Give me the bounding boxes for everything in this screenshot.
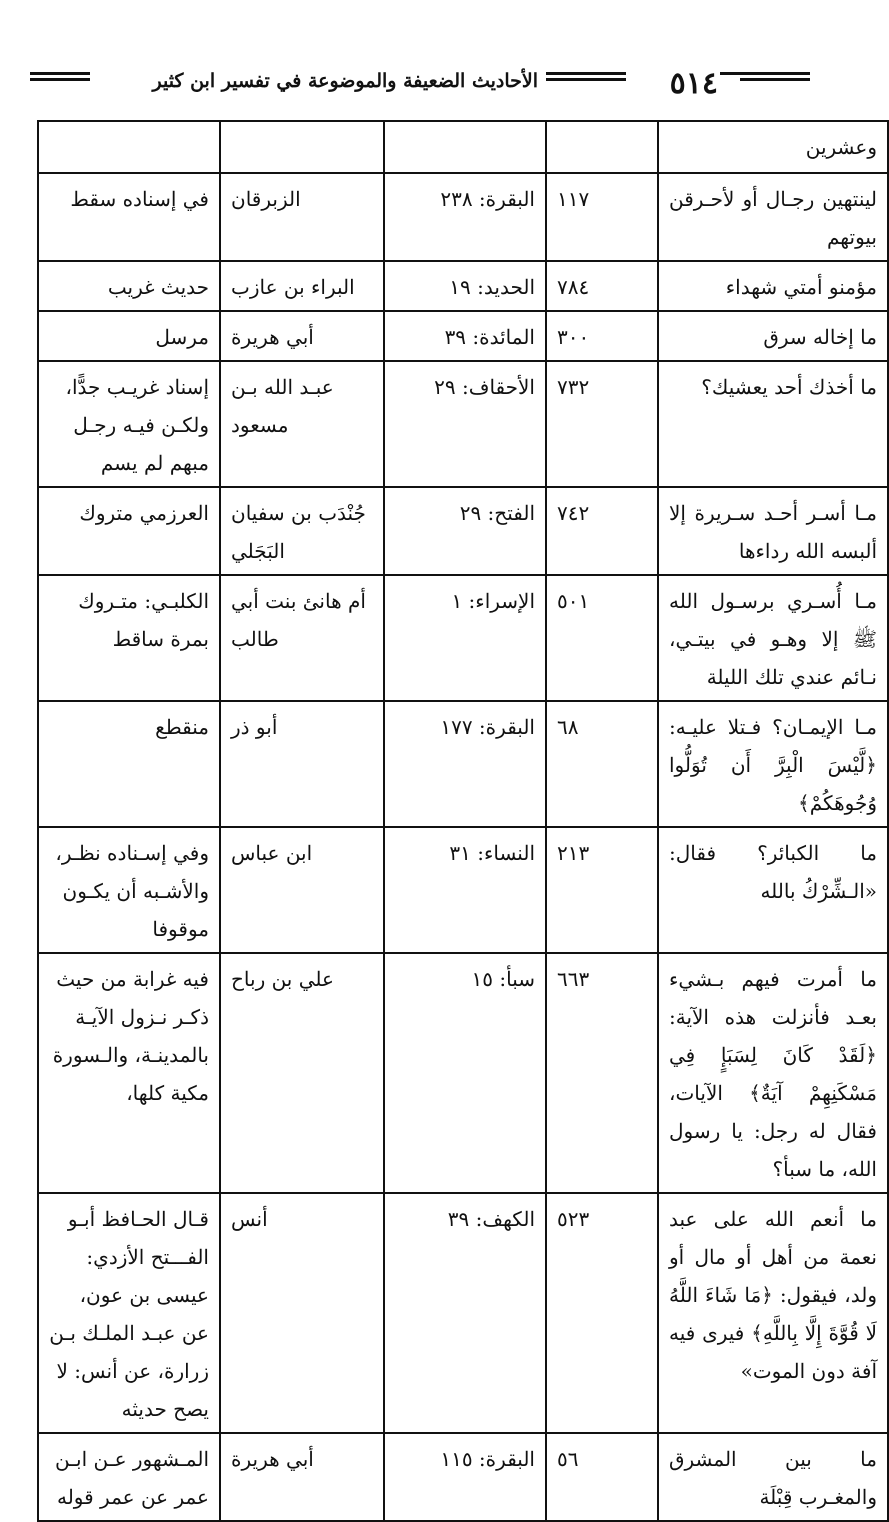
header-ornament-middle bbox=[546, 72, 626, 84]
table-row bbox=[38, 575, 888, 701]
hadith-number-cell: ٧٤٢ bbox=[546, 487, 658, 575]
table-row bbox=[38, 487, 888, 575]
hadith-number-cell: ٢١٣ bbox=[546, 827, 658, 953]
source-cell: البقرة: ١١٥ bbox=[384, 1433, 546, 1521]
source-cell: البقرة: ٢٣٨ bbox=[384, 173, 546, 261]
table-row bbox=[38, 261, 888, 311]
source-cell: الحديد: ١٩ bbox=[384, 261, 546, 311]
hadith-number-cell: ١١٧ bbox=[546, 173, 658, 261]
hadith-number-cell: ٣٠٠ bbox=[546, 311, 658, 361]
hadith-number-cell: ٦٦٣ bbox=[546, 953, 658, 1193]
ruling-cell: العرزمي متروك bbox=[38, 487, 220, 575]
hadith-text-cell: ما بين المشرق والمغـرب قِبْلَة bbox=[658, 1433, 888, 1521]
narrator-cell: أم هانئ بنت أبي طالب bbox=[220, 575, 384, 701]
hadith-number-cell bbox=[546, 121, 658, 173]
header-ornament-right bbox=[720, 72, 810, 84]
hadith-number-cell: ٥٠١ bbox=[546, 575, 658, 701]
hadith-text-cell: ما أمرت فيهم بـشيء بعـد فأنزلت هذه الآية: ﴿لَقَدْ كَانَ لِسَبَإٍ فِي مَسْكَنِهِمْ آيَةٌ﴾ الآيات، فقال له رجل: يا رسول الله، ما سبأ؟ bbox=[658, 953, 888, 1193]
running-title: الأحاديث الضعيفة والموضوعة في تفسير ابن كثير bbox=[152, 70, 538, 92]
source-cell: الأحقاف: ٢٩ bbox=[384, 361, 546, 487]
hadith-text-cell: مـا أُسـري برسـول الله ﷺ إلا وهـو في بيتـي، نـائم عندي تلك الليلة bbox=[658, 575, 888, 701]
source-cell: البقرة: ١٧٧ bbox=[384, 701, 546, 827]
hadith-number-cell: ٧٨٤ bbox=[546, 261, 658, 311]
ruling-cell: إسناد غريـب جدًّا، ولكـن فيـه رجـل مبهم لم يسم bbox=[38, 361, 220, 487]
hadith-text-cell: ما أخذك أحد يعشيك؟ bbox=[658, 361, 888, 487]
source-cell: الإسراء: ١ bbox=[384, 575, 546, 701]
hadith-table bbox=[37, 120, 889, 1522]
ruling-cell: في إسناده سقط bbox=[38, 173, 220, 261]
ruling-cell: الكلبـي: متـروك بمرة ساقط bbox=[38, 575, 220, 701]
table-row bbox=[38, 1193, 888, 1433]
ruling-cell: وفي إسـناده نظـر، والأشـبه أن يكـون موقوفا bbox=[38, 827, 220, 953]
table-row bbox=[38, 311, 888, 361]
hadith-number-cell: ٥٢٣ bbox=[546, 1193, 658, 1433]
page-header bbox=[30, 62, 810, 102]
hadith-text-cell: لينتهين رجـال أو لأحـرقن بيوتهم bbox=[658, 173, 888, 261]
ruling-cell: حديث غريب bbox=[38, 261, 220, 311]
hadith-number-cell: ٥٦ bbox=[546, 1433, 658, 1521]
table-row bbox=[38, 953, 888, 1193]
source-cell: الكهف: ٣٩ bbox=[384, 1193, 546, 1433]
source-cell: النساء: ٣١ bbox=[384, 827, 546, 953]
source-cell bbox=[384, 121, 546, 173]
ruling-cell bbox=[38, 121, 220, 173]
ruling-cell: منقطع bbox=[38, 701, 220, 827]
header-ornament-left bbox=[30, 72, 90, 84]
hadith-text-cell: ما الكبائر؟ فقال: «الـشِّرْكُ بالله bbox=[658, 827, 888, 953]
source-cell: المائدة: ٣٩ bbox=[384, 311, 546, 361]
hadith-text-cell: مؤمنو أمتي شهداء bbox=[658, 261, 888, 311]
narrator-cell: عبـد الله بـن مسعود bbox=[220, 361, 384, 487]
source-cell: سبأ: ١٥ bbox=[384, 953, 546, 1193]
hadith-text-cell: مـا الإيمـان؟ فـتلا عليـه: ﴿لَّيْسَ الْبِرَّ أَن تُوَلُّوا وُجُوهَكُمْ﴾ bbox=[658, 701, 888, 827]
narrator-cell: أنس bbox=[220, 1193, 384, 1433]
table-row bbox=[38, 173, 888, 261]
narrator-cell: أبي هريرة bbox=[220, 1433, 384, 1521]
ruling-cell: قـال الحـافظ أبـو الفـــتح الأزدي: عيسى بن عون، عن عبـد الملـك بـن زرارة، عن أنس: لا يصح حديثه bbox=[38, 1193, 220, 1433]
source-cell: الفتح: ٢٩ bbox=[384, 487, 546, 575]
table-row bbox=[38, 827, 888, 953]
ruling-cell: المـشهور عـن ابـن عمر عن عمر قوله bbox=[38, 1433, 220, 1521]
table-row bbox=[38, 121, 888, 173]
narrator-cell: الزبرقان bbox=[220, 173, 384, 261]
hadith-text-cell: وعشرين bbox=[658, 121, 888, 173]
hadith-text-cell: ما إخاله سرق bbox=[658, 311, 888, 361]
table-row bbox=[38, 701, 888, 827]
ruling-cell: مرسل bbox=[38, 311, 220, 361]
hadith-number-cell: ٦٨ bbox=[546, 701, 658, 827]
narrator-cell: علي بن رباح bbox=[220, 953, 384, 1193]
table-row bbox=[38, 1433, 888, 1521]
table-row bbox=[38, 361, 888, 487]
narrator-cell: ابن عباس bbox=[220, 827, 384, 953]
hadith-text-cell: ما أنعم الله على عبد نعمة من أهل أو مال أو ولد، فيقول: ﴿مَا شَاءَ اللَّهُ لَا قُوَّةَ إِلَّا بِاللَّهِ﴾ فيرى فيه آفة دون الموت» bbox=[658, 1193, 888, 1433]
narrator-cell: أبو ذر bbox=[220, 701, 384, 827]
hadith-number-cell: ٧٣٢ bbox=[546, 361, 658, 487]
ruling-cell: فيه غرابة من حيث ذكـر نـزول الآيـة بالمدينـة، والـسورة مكية كلها، bbox=[38, 953, 220, 1193]
narrator-cell: جُنْدَب بن سفيان البَجَلي bbox=[220, 487, 384, 575]
narrator-cell: أبي هريرة bbox=[220, 311, 384, 361]
page-number: ٥١٤ bbox=[669, 66, 718, 101]
narrator-cell: البراء بن عازب bbox=[220, 261, 384, 311]
narrator-cell bbox=[220, 121, 384, 173]
hadith-text-cell: مـا أسـر أحـد سـريرة إلا ألبسه الله رداءها bbox=[658, 487, 888, 575]
